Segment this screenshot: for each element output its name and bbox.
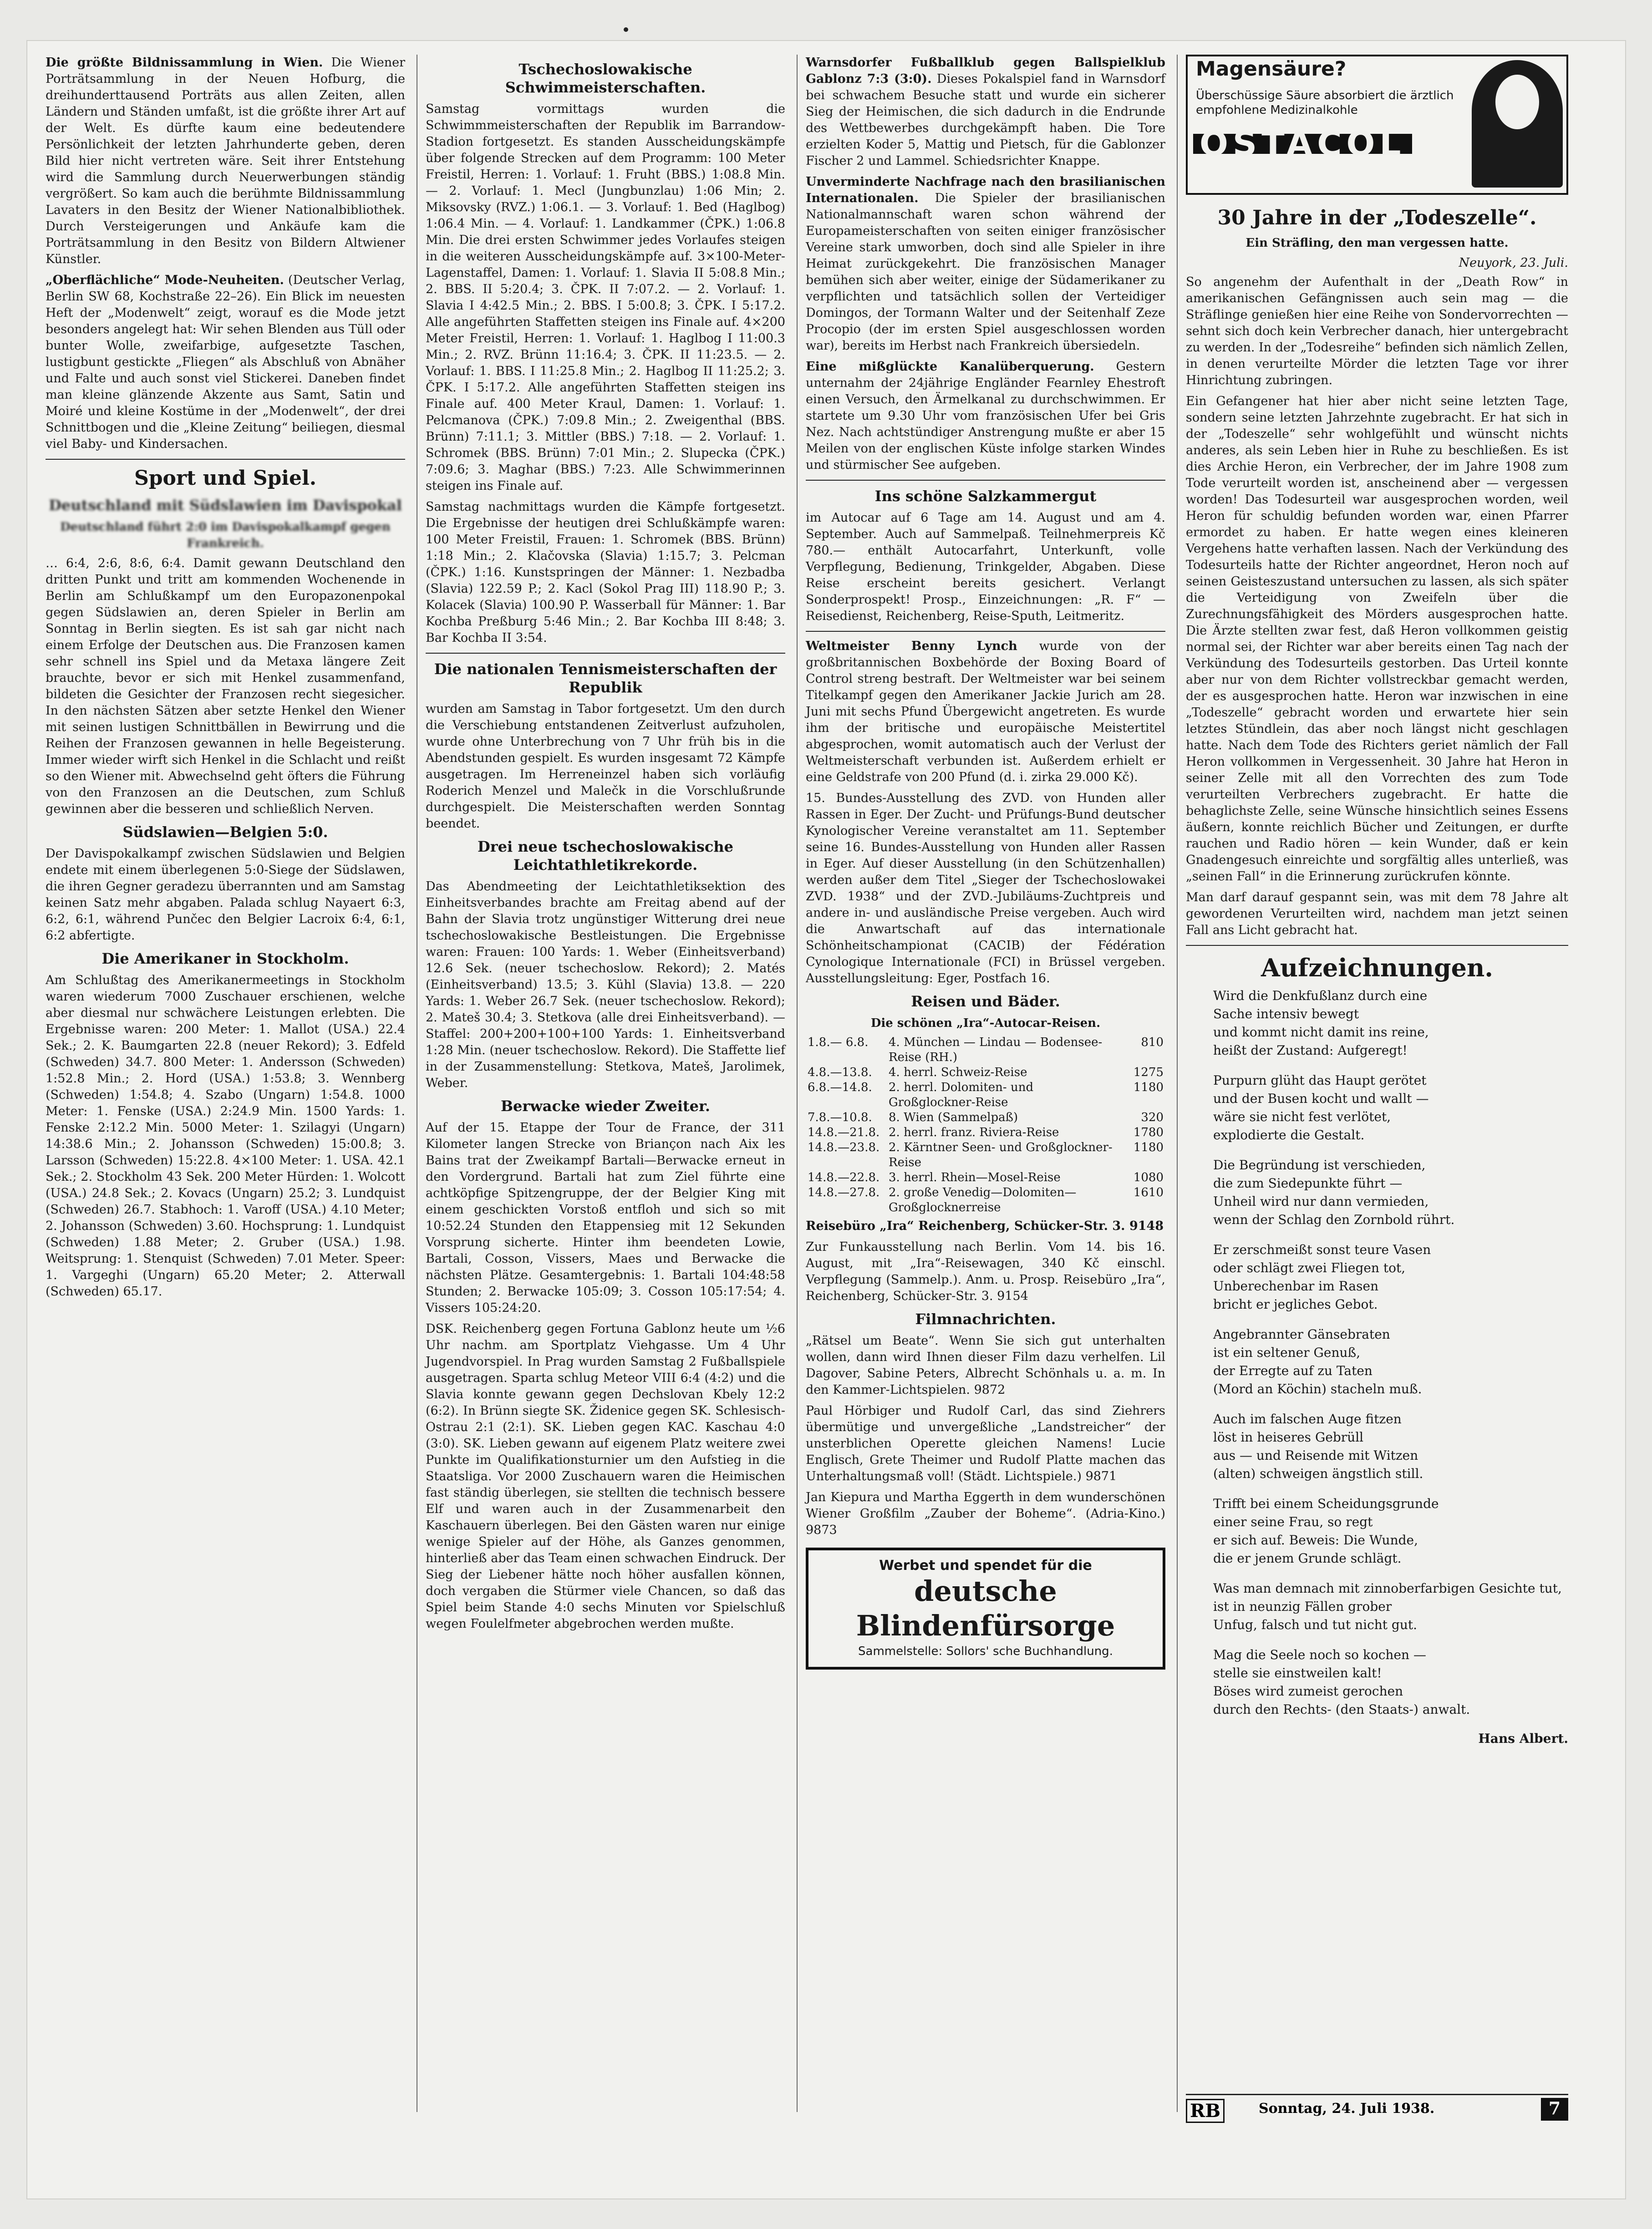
trip-price: 320 bbox=[1141, 1111, 1164, 1124]
poem-title: Aufzeichnungen. bbox=[1261, 953, 1494, 982]
divider bbox=[426, 653, 785, 654]
poem-line: löst in heiseres Gebrüll bbox=[1213, 1430, 1364, 1445]
trip-dates: 4.8.—13.8. bbox=[808, 1066, 872, 1079]
column-1 bbox=[46, 55, 405, 1305]
dateline: Neuyork, 23. Juli. bbox=[1459, 256, 1568, 270]
headline-death-row: 30 Jahre in der „Todeszelle“. bbox=[1217, 206, 1537, 229]
trip-price: 810 bbox=[1141, 1036, 1164, 1049]
ad-blind-line1: Werbet und spendet für die bbox=[879, 1558, 1092, 1574]
article-fashion: „Oberflächliche“ Mode-Neuheiten. (Deutscher Verlag, Berlin SW 68, Kochstraße 22–26). Ein Blick im neuesten Heft der „Modenwelt“ zeigt, worauf es die Mode jetzt besonders angelegt hat: Wir sehen Blenden aus Tüll oder bunter Wolle, zweifarbige, aufgesetzte Taschen, lustigbunt gestickte „Fliegen“ als Abschluß von Abnäher und Falte und auch sonst viel Stickerei. Daneben findet man kleine glänzende Akzente aus Samt, Satin und Moiré und kleine Kostüme in der „Modenwelt“, der drei Schnittbogen und die „Kleine Zeitung“ beiliegen, diesmal viel Baby- und Kindersachen. bbox=[46, 273, 405, 451]
ad-blind-title: deutsche Blindenfürsorge bbox=[856, 1574, 1115, 1642]
poem-stanza bbox=[1213, 987, 1568, 1060]
article-swimming-afternoon: Samstag nachmittags wurden die Kämpfe fortgesetzt. Die Ergebnisse der heutigen drei Schlußkämpfe waren: 100 Meter Freistil, Frauen: 1. Schromek (BBS. Brünn) 1:18 Min.; 2. Klačovska (Slavia) 1:15.7; 3. Pelcman (ČPK.) 1:16. Kunstspringen der Männer: 1. Nezbadba (Slavia) 122.59 P.; 2. Kacl (Sokol Prag III) 118.90 P.; 3. Kolacek (Slavia) 100.90 P. Wasserball für Männer: 1. Bar Kochba Preßburg 5:46 Min.; 2. Bar Kochba III 8:48; 3. Bar Kochba II 3:54. bbox=[426, 500, 785, 645]
poem-line: Unfug, falsch und tut nicht gut. bbox=[1213, 1617, 1418, 1632]
page-dot bbox=[624, 27, 628, 32]
page-number: 7 bbox=[1541, 2098, 1568, 2121]
ad-salzkammergut: im Autocar auf 6 Tage am 14. August und am 4. September. Auch auf Sammelpaß. Teilnehmerpreis Kč 780.— enthält Autocarfahrt, Unterkunft, volle Verpflegung, Bedienung, Trinkgelder, Abgaben. Diese Reise erscheint bereits gesichert. Verlangt Sonderprospekt! Prosp., Einzeichnungen: „R. F“ — Reisedienst, Reichenberg, Reise-Sputh, Leitmeritz. bbox=[806, 511, 1165, 623]
trip-row bbox=[806, 1110, 1165, 1125]
trip-dates: 14.8.—21.8. bbox=[808, 1126, 880, 1139]
ad-blind-line3: Sammelstelle: Sollors' sche Buchhandlung. bbox=[858, 1645, 1113, 1658]
trip-price: 1275 bbox=[1133, 1066, 1164, 1079]
trip-price: 1610 bbox=[1133, 1186, 1164, 1199]
footer-logo: RB bbox=[1186, 2099, 1225, 2123]
poem-line: er sich auf. Beweis: Die Wunde, bbox=[1213, 1533, 1418, 1548]
poem-line: ist ein seltener Genuß, bbox=[1213, 1345, 1361, 1360]
trip-title: 8. Wien (Sammelpaß) bbox=[889, 1111, 1018, 1124]
poem-stanza bbox=[1213, 1579, 1568, 1634]
poem-line: Er zerschmeißt sonst teure Vasen bbox=[1213, 1242, 1431, 1257]
poem-author: Hans Albert. bbox=[1478, 1731, 1568, 1746]
trip-row bbox=[806, 1065, 1165, 1080]
trip-row bbox=[806, 1125, 1165, 1140]
ad-ostacol bbox=[1186, 55, 1568, 195]
trip-row bbox=[806, 1080, 1165, 1110]
travel-schedule bbox=[806, 1035, 1165, 1215]
poem-line: durch den Rechts- (den Staats-) anwalt. bbox=[1213, 1702, 1470, 1717]
poem bbox=[1186, 987, 1568, 1719]
headline-athletics: Drei neue tschechoslowakische Leichtathletikrekorde. bbox=[478, 838, 733, 873]
headline-tennis: Die nationalen Tennismeisterschaften der Republik bbox=[434, 660, 777, 696]
poem-line: aus — und Reisende mit Witzen bbox=[1213, 1448, 1418, 1463]
trip-dates: 14.8.—27.8. bbox=[808, 1186, 880, 1199]
headline-davis-cup: Deutschland mit Südslawien im Davispokal bbox=[49, 497, 402, 514]
poem-line: (Mord an Köchin) stacheln muß. bbox=[1213, 1381, 1422, 1396]
trip-row bbox=[806, 1140, 1165, 1170]
poem-line: Sache intensiv bewegt bbox=[1213, 1006, 1359, 1021]
column-rule bbox=[1177, 55, 1178, 2112]
article-americans-stockholm: Am Schlußtag des Amerikanermeetings in Stockholm waren wiederum 7000 Zuschauer erschienen, welche aber diesmal nur schwächere Leistungen erlebten. Die Ergebnisse waren: 200 Meter: 1. Mallot (USA.) 22.4 Sek.; 2. K. Baumgarten 22.8 (neuer Rekord); 3. Edfeld (Schweden) 34.7. 800 Meter: 1. Andersson (Schweden) 1:52.8 Min.; 2. Hord (USA.) 1:53.8; 3. Wennberg (Schweden) 1:54.8; 4. Szabo (Ungarn) 1:54.8. 1000 Meter: 1. Fenske (USA.) 2:24.9 Min. 1500 Yards: 1. Fenske 2:12.2 Min. 5000 Meter: 1. Szilagyi (Ungarn) 14:38.6 Min.; 2. Johansson (Schweden) 15:00.8; 3. Larsson (Schweden) 15:22.8. 4×100 Meter: 1. USA. 42.1 Sek.; 2. Stockholm 43 Sek. 200 Meter Hürden: 1. Wolcott (USA.) 24.8 Sek.; 2. Kovacs (Ungarn) 25.2; 3. Lundquist (Schweden) 26.7. Stabhoch: 1. Varoff (USA.) 4.10 Meter; 2. Johansson (Schweden) 3.60. Hochsprung: 1. Lundquist (Schweden) 1.88 Meter; 2. Gruber (USA.) 1.98. Weitsprung: 1. Stenquist (Schweden) 7.01 Meter. Speer: 1. Vargeghi (Ungarn) 65.20 Meter; 2. Atterwall (Schweden) 65.17. bbox=[46, 973, 405, 1299]
ad-ostacol-brand: OSTACOL bbox=[1193, 134, 1412, 154]
poem-line: Trifft bei einem Scheidungsgrunde bbox=[1213, 1496, 1439, 1511]
poem-line: die er jenem Grunde schlägt. bbox=[1213, 1551, 1402, 1566]
article-tennis: wurden am Samstag in Tabor fortgesetzt. Um den durch die Verschiebung entstandenen Zeitverlust aufzuholen, wurde ohne Unterbrechung von 7 Uhr früh bis in die Abendstunden gespielt. Es wurden insgesamt 72 Kämpfe ausgetragen. Im Herreneinzel haben sich vorläufig Roderich Menzel und Malečk in die Vorschlußrunde durchgespielt. Die Meisterschaften werden Sonntag beendet. bbox=[426, 702, 785, 831]
poem-line: Unheil wird nur dann vermieden, bbox=[1213, 1194, 1429, 1209]
poem-stanza bbox=[1213, 1410, 1568, 1483]
poem-stanza bbox=[1213, 1325, 1568, 1398]
trip-title: 3. herrl. Rhein—Mosel-Reise bbox=[889, 1171, 1061, 1184]
poem-line: Unberechenbar im Rasen bbox=[1213, 1279, 1379, 1294]
poem-line: Mag die Seele noch so kochen — bbox=[1213, 1647, 1426, 1662]
poem-line: wäre sie nicht fest verlötet, bbox=[1213, 1109, 1391, 1124]
poem-line: Was man demnach mit zinnoberfarbigen Gesichte tut, bbox=[1213, 1581, 1562, 1596]
ad-radio-exhibition: Zur Funkausstellung nach Berlin. Vom 14. bis 16. August, mit „Ira“-Reisewagen, 340 Kč einschl. Verpflegung (Sammelp.). Anm. u. Prosp. Reisebüro „Ira“, Reichenberg, Schücker-Str. 3. 9154 bbox=[806, 1240, 1165, 1303]
ad-ostacol-text: Überschüssige Säure absorbiert die ärztlich empfohlene Medizinalkohle bbox=[1196, 89, 1454, 117]
article-tour-de-france: Auf der 15. Etappe der Tour de France, der 311 Kilometer langen Strecke von Briançon nach Aix les Bains trat der Zweikampf Bartali—Berwacke erneut in den Vordergrund. Bartali hat zum Ziel führte eine achtköpfige Spitzengruppe, der der Belgier King mit einem geschickten Vorstoß entfloh und sich so mit 10:52.24 Stunden den Etappensieg mit 12 Sekunden Vorsprung sicherte. Hinter ihm beendeten Lowie, Bartali, Cosson, Vissers, Maes und Berwacke die nächsten Plätze. Gesamtergebnis: 1. Bartali 104:48:58 Stunden; 2. Berwacke 105:09; 3. Cosson 105:17:54; 4. Vissers 105:24:20. bbox=[426, 1121, 785, 1315]
column-4 bbox=[1186, 55, 1568, 1747]
ad-blindenfuersorge bbox=[806, 1548, 1165, 1670]
article-death-row-3: Man darf darauf gespannt sein, was mit dem 78 Jahre alt gewordenen Verurteilten wird, nachdem man jetzt seinen Fall ans Licht gebracht hat. bbox=[1186, 890, 1568, 937]
poem-stanza bbox=[1213, 1495, 1568, 1568]
trip-title: 2. herrl. Dolomiten- und Großglockner-Reise bbox=[889, 1081, 1034, 1109]
trip-dates: 1.8.— 6.8. bbox=[808, 1036, 869, 1049]
poem-line: stelle sie einstweilen kalt! bbox=[1213, 1665, 1382, 1681]
headline-tour-de-france: Berwacke wieder Zweiter. bbox=[500, 1097, 711, 1115]
trip-title: 2. große Venedig—Dolomiten—Großglocknerreise bbox=[889, 1186, 1077, 1214]
divider bbox=[806, 631, 1165, 632]
article-portraits: Die größte Bildnissammlung in Wien. Die Wiener Porträtsammlung in der Neuen Hofburg, die dreihunderttausend Porträts aus allen Zeiten, allen Ländern und Ständen umfaßt, ist die größte ihrer Art auf der Welt. Es dürfte kaum eine bedeutendere Persönlichkeit der letzten Jahrhunderte geben, deren Bild hier nicht vertreten wäre. Seit ihrer Entstehung wird die Sammlung durch Neuerwerbungen ständig vergrößert. So kam auch die berühmte Bildnissammlung Lavaters in den Besitz der Wiener Nationalbibliothek. Durch Versteigerungen und Ankäufe kam die Porträtsammlung in den Besitz von Bildern Altwiener Künstler. bbox=[46, 56, 405, 266]
column-2 bbox=[426, 55, 785, 1637]
poem-stanza bbox=[1213, 1646, 1568, 1719]
article-death-row-2: Ein Gefangener hat hier aber nicht seine letzten Tage, sondern seine letzten Jahrzehnte zugebracht. Er hat sich in der „Todeszelle“ sehr wohlgefühlt und wünscht nichts anderes, als sein Leben hier in Ruhe zu beschließen. Es ist dies Archie Heron, ein Verbrecher, der im Jahre 1908 zum Tode verurteilt worden ist, anscheinend aber — vergessen worden! Das Todesurteil war ausgesprochen worden, weil Heron für schuldig befunden worden war, einen Pfarrer ermordet zu haben. Er hatte wegen eines kleineren Vergehens hatte verhaften lassen. Nach der Verkündung des Todesurteils hatte der Richter angeordnet, Heron noch auf seinen Geisteszustand untersuchen zu lassen, als sich später die Verteidigung von Zweifeln über die Zurechnungsfähigkeit des Mörders ausgesprochen hatte. Die Ärzte stellten zwar fest, daß Heron vollkommen geistig normal sei, der Richter war aber bereits einen Tag nach der Verkündung des Todesurteils gestorben. Das Urteil konnte aber nur von dem Richter vollstreckbar gemacht werden, der es ausgesprochen hatte. Heron war inzwischen in eine „Todeszelle“ gebracht worden und erwartete hier sein letztes Stündlein, das aber noch längst nicht geschlagen hatte. Nach dem Tode des Richters geriet nämlich der Fall Heron vollkommen in Vergessenheit. 30 Jahre hat Heron in seiner Zelle mit all den Vorrechten des zum Tode verurteilten Verbrechers zugebracht. Er hatte die behaglichste Zelle, seine Wünsche hinsichtlich seines Essens äußern, konnte reichlich Bücher und Zeitungen, er durfte rauchen und Radio hören — kein Wunder, daß er kein Gnadengesuch einreichte und sorgfältig alles unterließ, was „seinen Fall“ in die Erinnerung zurückrufen könnte. bbox=[1186, 394, 1568, 883]
poem-line: Auch im falschen Auge fitzen bbox=[1213, 1412, 1402, 1427]
headline-swimming: Tschechoslowakische Schwimmeisterschaften. bbox=[505, 61, 706, 96]
article-swimming-morning: Samstag vormittags wurden die Schwimmmeisterschaften der Republik im Barrandow-Stadion fortgesetzt. Es standen Ausscheidungskämpfe über folgende Strecken auf dem Programm: 100 Meter Freistil, Herren: 1. Vorlauf: 1. Fruht (BBS.) 1:08.8 Min. — 2. Vorlauf: 1. Mecl (Jungbunzlau) 1:06 Min; 2. Miksovsky (RVZ.) 1:06.1. — 3. Vorlauf: 1. Bed (Haglbog) 1:06.4 Min. — 4. Vorlauf: 1. Landkammer (ČPK.) 1:06.8 Min. Die drei ersten Schwimmer jedes Vorlaufes steigen in die weiteren Ausscheidungskämpfe auf. 3×100-Meter-Lagenstaffel, Damen: 1. Vorlauf: 1. Slavia II 5:08.8 Min.; 2. BBS. II 5:20.4; 3. ČPK. II 7:07.2. — 2. Vorlauf: 1. Slavia I 4:42.5 Min.; 2. BBS. I 5:00.8; 3. ČPK. I 5:17.2. Alle angeführten Staffetten steigen ins Finale auf. 4×200 Meter Freistil, Herren: 1. Vorlauf: 1. Haglbog I 11:00.3 Min.; 2. RVZ. Brünn 11:16.4; 3. ČPK. II 11:23.5. — 2. Vorlauf: 1. BBS. I 11:25.8 Min.; 2. Haglbog II 11:25.2; 3. ČPK. I 5:17.2. Alle angeführten Staffetten steigen ins Finale auf. 400 Meter Kraul, Damen: 1. Vorlauf: 1. Pelcmanova (ČPK.) 7:09.8 Min.; 2. Zweigenthal (BBS. Brünn) 7:11.1; 3. Mittler (BBS.) 7:18. — 2. Vorlauf: 1. Schromek (BBS. Brünn) 7:01 Min.; 2. Slupecka (ČPK.) 7:09.6; 3. Maghar (BBS.) 7:23. Alle Schwimmerinnen steigen ins Finale auf. bbox=[426, 102, 785, 493]
section-title-sport: Sport und Spiel. bbox=[134, 467, 317, 490]
article-yugoslavia-belgium: Der Davispokalkampf zwischen Südslawien und Belgien endete mit einem überlegenen 5:0-Siege der Südslawen, die ihren Gegner geradezu überrannten und am Samstag keinen Satz mehr abgaben. Palada schlug Nayaert 6:3, 6:2, 6:1, während Punčec den Belgier Lacroix 6:4, 6:1, 6:2 abfertigte. bbox=[46, 847, 405, 943]
ad-ostacol-face-icon bbox=[1495, 75, 1539, 129]
column-rule bbox=[797, 55, 798, 2112]
trip-row bbox=[806, 1185, 1165, 1215]
divider bbox=[806, 480, 1165, 481]
poem-line: explodierte die Gestalt. bbox=[1213, 1127, 1365, 1142]
poem-line: einer seine Frau, so regt bbox=[1213, 1514, 1373, 1529]
column-3 bbox=[806, 55, 1165, 1670]
poem-line: heißt der Zustand: Aufgeregt! bbox=[1213, 1043, 1408, 1058]
headline-americans-stockholm: Die Amerikaner in Stockholm. bbox=[102, 950, 349, 967]
film-raetsel-um-beate: „Rätsel um Beate“. Wenn Sie sich gut unterhalten wollen, dann wird Ihnen dieser Film dazu verhelfen. Lil Dagover, Sabine Peters, Albrecht Schönhals u. a. m. In den Kammer-Lichtspielen. 9872 bbox=[806, 1334, 1165, 1397]
trip-row bbox=[806, 1035, 1165, 1065]
poem-line: wenn der Schlag den Zornbold rührt. bbox=[1213, 1212, 1455, 1227]
trip-dates: 7.8.—10.8. bbox=[808, 1111, 872, 1124]
article-athletics: Das Abendmeeting der Leichtathletiksektion des Einheitsverbandes brachte am Freitag abend auf der Bahn der Slavia trotz ungünstiger Witterung drei neue tschechoslowakische Bestleistungen. Die Ergebnisse waren: Frauen: 100 Yards: 1. Weber (Einheitsverband) 12.6 Sek. (neuer tschechoslow. Rekord); 2. Matés (Einheitsverband) 13.5; 3. Kühl (Slavia) 13.8. — 220 Yards: 1. Weber 26.7 Sek. (neuer tschechoslow. Rekord); 2. Mateš 30.4; 3. Stetkova (alle drei Einheitsverband). — Staffel: 200+200+100+100 Yards: 1. Einheitsverband 1:28 Min. (neuer tschechoslow. Rekord). Die Staffette lief in der Zusammenstellung: Stetkova, Mateš, Jarolimek, Weber. bbox=[426, 879, 785, 1090]
article-brazilians: Unverminderte Nachfrage nach den brasilianischen Internationalen. Die Spieler der brasilianischen Nationalmannschaft waren schon während der Europameisterschaften von seiten einiger französischer Vereine stark umworben, doch sind alle Spieler in ihre Heimat zurückgekehrt. Die französischen Manager bemühen sich aber weiter, einige der Südamerikaner zu verpflichten und tatsächlich sollen der Verteidiger Domingos, der Tormann Walter und der Seitenhalf Zeze Procopio (der im ersten Spiel ausgeschlossen worden war), bereits im Herbst nach Frankreich übersiedeln. bbox=[806, 175, 1165, 353]
footer-date: Sonntag, 24. Juli 1938. bbox=[1259, 2101, 1435, 2117]
poem-line: Angebrannter Gänsebraten bbox=[1213, 1327, 1390, 1342]
poem-line: die zum Siedepunkte führt — bbox=[1213, 1176, 1403, 1191]
poem-line: Böses wird zumeist gerochen bbox=[1213, 1684, 1403, 1699]
trip-dates: 14.8.—22.8. bbox=[808, 1171, 880, 1184]
trip-price: 1080 bbox=[1133, 1171, 1164, 1184]
article-dog-show: 15. Bundes-Ausstellung des ZVD. von Hunden aller Rassen in Eger. Der Zucht- und Prüfungs-Bund deutscher Kynologischer Vereine veranstaltet am 11. September seine 16. Bundes-Ausstellung von Hunden aller Rassen in Eger. Auf dieser Ausstellung (in den Schützenhallen) werden außer dem Titel „Sieger der Tschechoslowakei ZVD. 1938“ und der ZVD.-Jubiläums-Zuchtpreis und andere in- und ausländische Preise vergeben. Auch wird die Anwartschaft auf das internationale Schönheitschampionat (CACIB) der Fédération Cynologique Internationale (FCI) in Brüssel vergeben. Ausstellungsleitung: Eger, Postfach 16. bbox=[806, 791, 1165, 985]
trip-row bbox=[806, 1170, 1165, 1185]
page-footer bbox=[1186, 2094, 1568, 2122]
headline-travel: Reisen und Bäder. bbox=[911, 993, 1060, 1010]
poem-line: Wird die Denkfußlanz durch eine bbox=[1213, 988, 1428, 1003]
trip-title: 2. herrl. franz. Riviera-Reise bbox=[889, 1126, 1059, 1139]
poem-line: Die Begründung ist verschieden, bbox=[1213, 1158, 1426, 1173]
trip-dates: 6.8.—14.8. bbox=[808, 1081, 872, 1094]
travel-footer: Reisebüro „Ira“ Reichenberg, Schücker-Str. 3. 9148 bbox=[806, 1219, 1164, 1233]
article-warnsdorf: Warnsdorfer Fußballklub gegen Ballspielklub Gablonz 7:3 (3:0). Dieses Pokalspiel fand in Warnsdorf bei schwachem Besuche statt und wurde ein sicherer Sieg der Heimischen, die sich dadurch in die Endrunde des Wettbewerbes durchgekämpft haben. Die Tore erzielten Koder 5, Mattig und Pietsch, für die Gablonzer Fischer 2 und Lammel. Schiedsrichter Knappe. bbox=[806, 56, 1165, 168]
trip-price: 1180 bbox=[1133, 1141, 1164, 1154]
trip-price: 1780 bbox=[1133, 1126, 1164, 1139]
subheadline-davis-cup: Deutschland führt 2:0 im Davispokalkampf gegen Frankreich. bbox=[60, 520, 391, 550]
article-benny-lynch: Weltmeister Benny Lynch wurde von der großbritannischen Boxbehörde der Boxing Board of Control streng bestraft. Der Weltmeister war bei seinem Titelkampf gegen den Amerikaner Jackie Jurich am 28. Juni mit sechs Pfund Übergewicht angetreten. Es wurde ihm der britische und europäische Meistertitel abgesprochen, womit automatisch auch der Verlust der Weltmeisterschaft verbunden ist. Außerdem erhielt er eine Geldstrafe von 200 Pfund (d. i. zirka 29.000 Kč). bbox=[806, 639, 1165, 784]
divider bbox=[1186, 945, 1568, 946]
poem-line: der Erregte auf zu Taten bbox=[1213, 1363, 1372, 1378]
poem-stanza bbox=[1213, 1156, 1568, 1229]
article-death-row-1: So angenehm der Aufenthalt in der „Death Row“ in amerikanischen Gefängnissen auch sein mag — die Sträflinge genießen hier eine Reihe von Sondervorrechten — sehnt sich doch kein Verbrecher danach, hier untergebracht zu werden. In der „Todesreihe“ befinden sich nämlich Zellen, in denen verurteilte Mörder die letzten Tage vor ihrer Hinrichtung zubringen. bbox=[1186, 275, 1568, 387]
headline-film: Filmnachrichten. bbox=[915, 1310, 1056, 1328]
subheadline-travel: Die schönen „Ira“-Autocar-Reisen. bbox=[870, 1016, 1101, 1030]
film-zauber-der-boheme: Jan Kiepura und Martha Eggerth in dem wunderschönen Wiener Großfilm „Zauber der Boheme“. (Adria-Kino.) 9873 bbox=[806, 1490, 1165, 1537]
trip-title: 4. herrl. Schweiz-Reise bbox=[889, 1066, 1027, 1079]
poem-line: und kommt nicht damit ins reine, bbox=[1213, 1025, 1429, 1040]
trip-title: 4. München — Lindau — Bodensee-Reise (RH.) bbox=[889, 1036, 1103, 1064]
film-landstreicher: Paul Hörbiger und Rudolf Carl, das sind Ziehrers übermütige und unvergeßliche „Landstreicher“ der unsterblichen Operette gleichen Namens! Lucie Englisch, Grete Theimer und Rudolf Platte machen das Unterhaltungsmaß voll! (Städt. Lichtspiele.) 9871 bbox=[806, 1404, 1165, 1483]
poem-line: und der Busen kocht und wallt — bbox=[1213, 1091, 1429, 1106]
ad-ostacol-question: Magensäure? bbox=[1196, 57, 1347, 81]
headline-salzkammergut: Ins schöne Salzkammergut bbox=[874, 487, 1097, 505]
poem-line: oder schlägt zwei Fliegen tot, bbox=[1213, 1260, 1406, 1275]
poem-line: (alten) schweigen ängstlich still. bbox=[1213, 1466, 1423, 1481]
poem-stanza bbox=[1213, 1241, 1568, 1314]
trip-price: 1180 bbox=[1133, 1081, 1164, 1094]
article-football-results: DSK. Reichenberg gegen Fortuna Gablonz heute um ½6 Uhr nachm. am Sportplatz Viehgasse. Um 4 Uhr Jugendvorspiel. In Prag wurden Samstag 2 Fußballspiele ausgetragen. Sparta schlug Meteor VIII 6:4 (4:2) und die Slavia konnte gewann gegen Dechslovan Kbely 12:2 (6:2). In Brünn siegte SK. Židenice gegen SK. Schlesisch-Ostrau 2:1 (2:1). SK. Lieben gegen KAC. Kaschau 4:0 (3:0). SK. Lieben gewann auf eigenem Platz weitere zwei Punkte im Qualifikationsturnier um den Aufstieg in die Staatsliga. Vor 2000 Zuschauern waren die Heimischen fast ständig überlegen, sie stellten die technisch bessere Elf und waren auch in der Zusammenarbeit den Kaschauern überlegen. Bei den Gästen waren nur einige wenige Spieler auf der Höhe, als Ganzes genommen, hinterließ aber das Team einen schwachen Eindruck. Der Sieg der Liebener hätte noch höher ausfallen können, doch vergaben die Stürmer viele Chancen, so daß das Spiel beim Stande 4:0 sechs Minuten vor Spielschluß wegen Foulelfmeter abgebrochen werden mußte. bbox=[426, 1322, 785, 1631]
headline-yugoslavia-belgium: Südslawien—Belgien 5:0. bbox=[122, 823, 328, 841]
subheadline-death-row: Ein Sträfling, den man vergessen hatte. bbox=[1245, 236, 1509, 250]
article-channel-swim: Eine mißglückte Kanalüberquerung. Gestern unternahm der 24jährige Engländer Fearnley Ehestroft einen Versuch, den Ärmelkanal zu durchschwimmen. Er startete um 9.30 Uhr vom französischen Ufer bei Gris Nez. Nach achtstündiger Anstrengung mußte er aber 15 Meilen von der englischen Küste infolge starken Windes und stürmischer See aufgeben. bbox=[806, 360, 1165, 472]
poem-line: ist in neunzig Fällen grober bbox=[1213, 1599, 1392, 1614]
article-davis-cup: … 6:4, 2:6, 8:6, 6:4. Damit gewann Deutschland den dritten Punkt und tritt am kommenden Wochenende in Berlin am Schlußkampf um den Europazonenpokal gegen Südslawien an, deren Spieler in Berlin am Sonntag in Berlin siegten. Es ist sah gar nicht nach einem Erfolge der Deutschen aus. Die Franzosen kamen sehr schnell ins Spiel und da Metaxa längere Zeit brauchte, bevor er sich mit Henkel zusammenfand, bildeten die Gesichter der Franzosen recht siegesicher. In den nächsten Sätzen aber setzte Henkel den Wiener mit seinen lustigen Schnittbällen in Bewirrung und die Reihen der Franzosen gewannen in helle Begeisterung. Immer wieder wirft sich Henkel in die Schlacht und reißt so den Wiener mit. Abwechselnd geht öfters die Führung von den Franzosen an die Deutschen, zum Schluß gewinnen aber die besseren und schließlich Nerven. bbox=[46, 556, 405, 816]
poem-stanza bbox=[1213, 1071, 1568, 1144]
trip-title: 2. Kärntner Seen- und Großglockner-Reise bbox=[889, 1141, 1113, 1169]
divider bbox=[46, 459, 405, 460]
poem-line: bricht er jegliches Gebot. bbox=[1213, 1297, 1378, 1312]
poem-line: Purpurn glüht das Haupt gerötet bbox=[1213, 1073, 1427, 1088]
trip-dates: 14.8.—23.8. bbox=[808, 1141, 880, 1154]
